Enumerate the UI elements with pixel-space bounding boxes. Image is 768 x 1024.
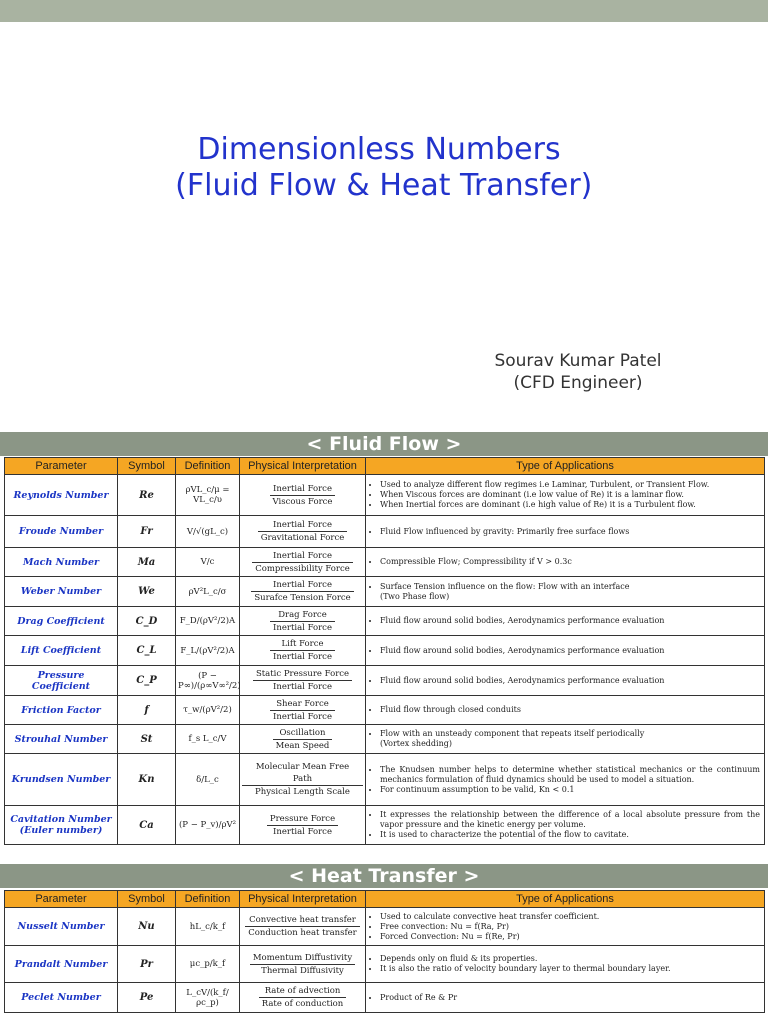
column-header: Definition [176, 891, 240, 908]
application-item: • For continuum assumption to be valid, Kn < 0.1 [380, 785, 760, 795]
interpretation-fraction [267, 813, 338, 838]
column-header: Definition [176, 458, 240, 475]
definition-cell: ρV²L_c/σ [176, 577, 240, 607]
interpretation-cell [240, 806, 366, 845]
interpretation-fraction [259, 985, 347, 1010]
symbol-cell: Pe [118, 983, 176, 1013]
application-item: • Compressible Flow; Compressibility if V > 0.3c [380, 557, 760, 567]
interpretation-denominator: Rate of conduction [261, 999, 344, 1009]
fluid-flow-heading: < Fluid Flow > [0, 432, 768, 456]
table-row [5, 636, 765, 666]
application-item: • The Knudsen number helps to determine whether statistical mechanics or the continuum mechanics formulation of fluid dynamics should be used to model a situation. [380, 765, 760, 785]
parameter-cell: Drag Coefficient [5, 607, 118, 636]
application-item: • Fluid flow around solid bodies, Aerodynamics performance evaluation [380, 646, 760, 656]
interpretation-numerator: Lift Force [270, 638, 335, 651]
table-row [5, 516, 765, 548]
symbol-cell: St [118, 725, 176, 754]
interpretation-cell [240, 516, 366, 548]
application-item: • Product of Re & Pr [380, 993, 760, 1003]
interpretation-fraction [258, 519, 348, 544]
column-header: Parameter [5, 891, 118, 908]
interpretation-cell [240, 577, 366, 607]
definition-cell: ρVL_c/μ = VL_c/υ [176, 475, 240, 516]
title-line-2: (Fluid Flow & Heat Transfer) [165, 168, 593, 203]
symbol-cell: Ma [118, 548, 176, 577]
definition-cell: hL_c/k_f [176, 908, 240, 946]
interpretation-fraction [253, 668, 352, 693]
interpretation-fraction [242, 761, 363, 798]
interpretation-cell [240, 725, 366, 754]
interpretation-fraction [250, 952, 355, 977]
application-item: • Fluid Flow influenced by gravity: Primarily free surface flows [380, 527, 760, 537]
applications-cell [366, 983, 765, 1013]
symbol-cell: We [118, 577, 176, 607]
interpretation-cell [240, 946, 366, 983]
top-bar [0, 0, 768, 22]
interpretation-fraction [252, 550, 353, 575]
applications-cell [366, 636, 765, 666]
column-header: Physical Interpretation [240, 458, 366, 475]
interpretation-numerator: Pressure Force [267, 813, 338, 826]
interpretation-fraction [251, 579, 353, 604]
author-name: Sourav Kumar Patel [494, 351, 662, 371]
application-subnote: (Vortex shedding) [380, 739, 452, 748]
applications-cell [366, 607, 765, 636]
parameter-cell: Pressure Coefficient [5, 666, 118, 696]
interpretation-cell [240, 983, 366, 1013]
interpretation-numerator: Inertial Force [270, 483, 336, 496]
application-item: • When Viscous forces are dominant (i.e low value of Re) it is a laminar flow. [380, 490, 760, 500]
interpretation-cell [240, 666, 366, 696]
symbol-cell: Re [118, 475, 176, 516]
symbol-cell: Nu [118, 908, 176, 946]
interpretation-fraction [245, 914, 360, 939]
parameter-cell: Nusselt Number [5, 908, 118, 946]
parameter-cell: Reynolds Number [5, 475, 118, 516]
interpretation-denominator: Viscous Force [272, 496, 333, 507]
interpretation-denominator: Inertial Force [273, 682, 332, 692]
table-row [5, 577, 765, 607]
table-header-row [5, 891, 765, 908]
application-item: • It is used to characterize the potential of the flow to cavitate. [380, 830, 760, 840]
interpretation-cell [240, 754, 366, 806]
application-item: • Surface Tension influence on the flow: Flow with an interface [380, 582, 760, 592]
title-line-1: Dimensionless Numbers [197, 132, 561, 167]
definition-cell: L_cV/(k_f/ρc_p) [176, 983, 240, 1013]
definition-cell: F_D/(ρV²/2)A [176, 607, 240, 636]
interpretation-denominator: Inertial Force [273, 652, 332, 662]
parameter-name: Cavitation Number [10, 814, 112, 825]
symbol-cell: C_L [118, 636, 176, 666]
interpretation-numerator: Oscillation [273, 727, 333, 740]
applications-cell [366, 806, 765, 845]
applications-cell [366, 475, 765, 516]
symbol-cell: C_P [118, 666, 176, 696]
interpretation-numerator: Convective heat transfer [245, 914, 360, 927]
table-row [5, 983, 765, 1013]
interpretation-numerator: Inertial Force [258, 519, 348, 532]
table-row [5, 725, 765, 754]
column-header: Physical Interpretation [240, 891, 366, 908]
application-item: • Free convection: Nu = f(Ra, Pr) [380, 922, 760, 932]
interpretation-cell [240, 607, 366, 636]
parameter-cell: Lift Coefficient [5, 636, 118, 666]
interpretation-denominator: Compressibility Force [255, 563, 350, 574]
applications-cell [366, 548, 765, 577]
column-header: Type of Applications [366, 458, 765, 475]
interpretation-fraction [270, 609, 335, 634]
definition-cell: μc_p/k_f [176, 946, 240, 983]
application-item: • When Inertial forces are dominant (i.e high value of Re) it is a Turbulent flow. [380, 500, 760, 510]
application-item: • Fluid flow around solid bodies, Aerodynamics performance evaluation [380, 616, 760, 626]
parameter-cell: Mach Number [5, 548, 118, 577]
parameter-cell: Froude Number [5, 516, 118, 548]
interpretation-denominator: Inertial Force [273, 622, 332, 633]
definition-cell: δ/L_c [176, 754, 240, 806]
application-item: • Forced Convection: Nu = f(Re, Pr) [380, 932, 760, 942]
interpretation-fraction [270, 638, 335, 663]
applications-cell [366, 516, 765, 548]
symbol-cell: C_D [118, 607, 176, 636]
interpretation-numerator: Inertial Force [251, 579, 353, 592]
parameter-cell: Prandalt Number [5, 946, 118, 983]
page-title [0, 132, 758, 204]
applications-cell [366, 577, 765, 607]
interpretation-denominator: Physical Length Scale [255, 787, 350, 797]
applications-cell [366, 754, 765, 806]
table-row [5, 607, 765, 636]
parameter-cell: Peclet Number [5, 983, 118, 1013]
interpretation-cell [240, 696, 366, 725]
interpretation-numerator: Inertial Force [252, 550, 353, 563]
application-item: • Depends only on fluid & its properties. [380, 954, 760, 964]
column-header: Parameter [5, 458, 118, 475]
author-block [458, 350, 698, 394]
interpretation-denominator: Inertial Force [273, 826, 332, 837]
interpretation-numerator: Shear Force [270, 698, 335, 711]
parameter-cell: Strouhal Number [5, 725, 118, 754]
table-header-row [5, 458, 765, 475]
interpretation-fraction [270, 698, 335, 723]
table-row [5, 754, 765, 806]
application-item: • Fluid flow through closed conduits [380, 705, 760, 715]
table-row [5, 946, 765, 983]
table-row [5, 548, 765, 577]
interpretation-denominator: Mean Speed [275, 740, 330, 751]
symbol-cell: f [118, 696, 176, 725]
symbol-cell: Fr [118, 516, 176, 548]
application-item: • Fluid flow around solid bodies, Aerodynamics performance evaluation [380, 676, 760, 686]
interpretation-fraction [270, 483, 336, 508]
heat-transfer-heading: < Heat Transfer > [0, 864, 768, 888]
applications-cell [366, 725, 765, 754]
application-item: • It expresses the relationship between the difference of a local absolute pressure from the vapor pressure and the kinetic energy per volume. [380, 810, 760, 830]
application-item: • It is also the ratio of velocity boundary layer to thermal boundary layer. [380, 964, 760, 974]
interpretation-cell [240, 636, 366, 666]
table-row [5, 806, 765, 845]
definition-cell: f_s L_c/V [176, 725, 240, 754]
heat-transfer-table [4, 890, 765, 1013]
interpretation-denominator: Inertial Force [273, 711, 332, 722]
interpretation-numerator: Molecular Mean Free Path [242, 761, 363, 786]
parameter-cell: Weber Number [5, 577, 118, 607]
application-item: • Used to analyze different flow regimes i.e Laminar, Turbulent, or Transient Flow. [380, 480, 760, 490]
interpretation-denominator: Gravitational Force [260, 533, 345, 543]
application-subnote: (Two Phase flow) [380, 591, 450, 601]
author-role: (CFD Engineer) [513, 373, 643, 393]
interpretation-denominator: Thermal Diffusivity [261, 965, 344, 976]
interpretation-cell [240, 548, 366, 577]
definition-cell: (P − P∞)/(ρ∞V∞²/2) [176, 666, 240, 696]
table-row [5, 908, 765, 946]
parameter-cell: Friction Factor [5, 696, 118, 725]
parameter-subname: (Euler number) [19, 825, 103, 836]
symbol-cell: Ca [118, 806, 176, 845]
interpretation-numerator: Momentum Diffustivity [250, 952, 355, 965]
definition-cell: τ_w/(ρV²/2) [176, 696, 240, 725]
applications-cell [366, 908, 765, 946]
symbol-cell: Kn [118, 754, 176, 806]
definition-cell: V/√(gL_c) [176, 516, 240, 548]
applications-cell [366, 666, 765, 696]
interpretation-fraction [273, 727, 333, 752]
table-row [5, 666, 765, 696]
parameter-cell: Krundsen Number [5, 754, 118, 806]
interpretation-numerator: Rate of advection [259, 985, 347, 998]
fluid-flow-table [4, 457, 765, 845]
interpretation-cell [240, 475, 366, 516]
interpretation-cell [240, 908, 366, 946]
interpretation-denominator: Conduction heat transfer [248, 928, 357, 938]
symbol-cell: Pr [118, 946, 176, 983]
interpretation-numerator: Drag Force [270, 609, 335, 622]
definition-cell: V/c [176, 548, 240, 577]
definition-cell: (P − P_v)/ρV² [176, 806, 240, 845]
interpretation-numerator: Static Pressure Force [253, 668, 352, 681]
column-header: Symbol [118, 891, 176, 908]
table-row [5, 475, 765, 516]
application-item: • Flow with an unsteady component that repeats itself periodically [380, 729, 760, 739]
table-row [5, 696, 765, 725]
applications-cell [366, 946, 765, 983]
parameter-cell [5, 806, 118, 845]
application-item: • Used to calculate convective heat transfer coefficient. [380, 912, 760, 922]
applications-cell [366, 696, 765, 725]
column-header: Type of Applications [366, 891, 765, 908]
interpretation-denominator: Surafce Tension Force [254, 593, 351, 603]
definition-cell: F_L/(ρV²/2)A [176, 636, 240, 666]
column-header: Symbol [118, 458, 176, 475]
